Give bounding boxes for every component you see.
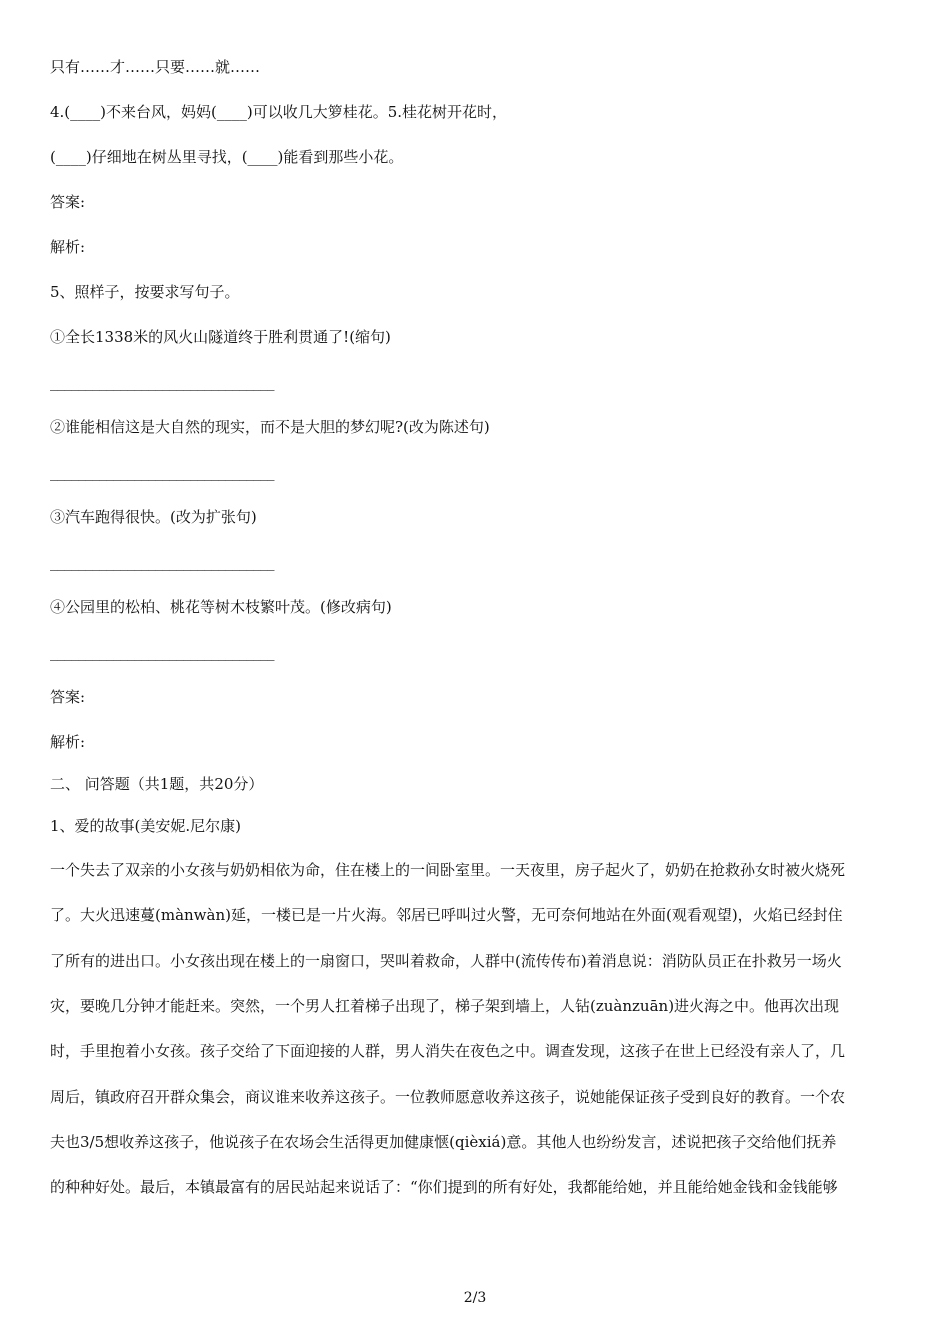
- passage-title: 1、爱的故事(美安妮.尼尔康): [50, 817, 242, 835]
- question-5-item-3: ③汽车跑得很快。(改为扩张句): [50, 508, 257, 526]
- passage-line: 了所有的进出口。小女孩出现在楼上的一扇窗口，哭叫着救命，人群中(流传传布)着消息说：消防队员正在扑救另一场火: [50, 952, 842, 970]
- question-5-item-4: ④公园里的松柏、桃花等树木枝繁叶茂。(修改病句): [50, 598, 392, 616]
- question-5-title: 5、照样子，按要求写句子。: [50, 283, 240, 301]
- answer-blank-2: ________________________________: [50, 463, 274, 481]
- answer-blank-4: ________________________________: [50, 643, 274, 661]
- question-5-item-2: ②谁能相信这是大自然的现实，而不是大胆的梦幻呢?(改为陈述句): [50, 418, 490, 436]
- question-5-answer-label: 答案:: [50, 688, 86, 706]
- connectives-options: 只有……才……只要……就……: [50, 58, 261, 76]
- section-2-heading: 二、 问答题（共1题，共20分）: [50, 775, 264, 793]
- question-4-line-1: 4.(____)不来台风，妈妈(____)可以收几大箩桂花。5.桂花树开花时，: [50, 103, 508, 121]
- passage-line: 时，手里抱着小女孩。孩子交给了下面迎接的人群，男人消失在夜色之中。调查发现，这孩子在世上已经没有亲人了，几: [50, 1042, 846, 1060]
- answer-label: 答案:: [50, 193, 86, 211]
- passage-line: 周后，镇政府召开群众集会，商议谁来收养这孩子。一位教师愿意收养这孩子，说她能保证孩子受到良好的教育。一个农: [50, 1088, 846, 1106]
- passage-line: 一个失去了双亲的小女孩与奶奶相依为命，住在楼上的一间卧室里。一天夜里，房子起火了，奶奶在抢救孙女时被火烧死: [50, 861, 846, 879]
- analysis-label: 解析:: [50, 238, 86, 256]
- page-number: 2/3: [463, 1290, 487, 1306]
- question-5-item-1: ①全长1338米的风火山隧道终于胜利贯通了!(缩句): [50, 328, 391, 346]
- question-4-line-2: (____)仔细地在树丛里寻找，(____)能看到那些小花。: [50, 148, 404, 166]
- answer-blank-3: ________________________________: [50, 553, 274, 571]
- question-5-analysis-label: 解析:: [50, 733, 86, 751]
- passage-line: 灾，要晚几分钟才能赶来。突然，一个男人扛着梯子出现了，梯子架到墙上，人钻(zuànzuān)进火海之中。他再次出现: [50, 997, 840, 1015]
- passage-line: 的种种好处。最后，本镇最富有的居民站起来说话了：“你们提到的所有好处，我都能给她，并且能给她金钱和金钱能够: [50, 1178, 838, 1196]
- passage-line: 夫也3/5想收养这孩子，他说孩子在农场会生活得更加健康惬(qièxiá)意。其他人也纷纷发言，述说把孩子交给他们抚养: [50, 1133, 837, 1151]
- passage-line: 了。大火迅速蔓(mànwàn)延，一楼已是一片火海。邻居已呼叫过火警，无可奈何地站在外面(观看观望)，火焰已经封住: [50, 906, 843, 924]
- answer-blank-1: ________________________________: [50, 373, 274, 391]
